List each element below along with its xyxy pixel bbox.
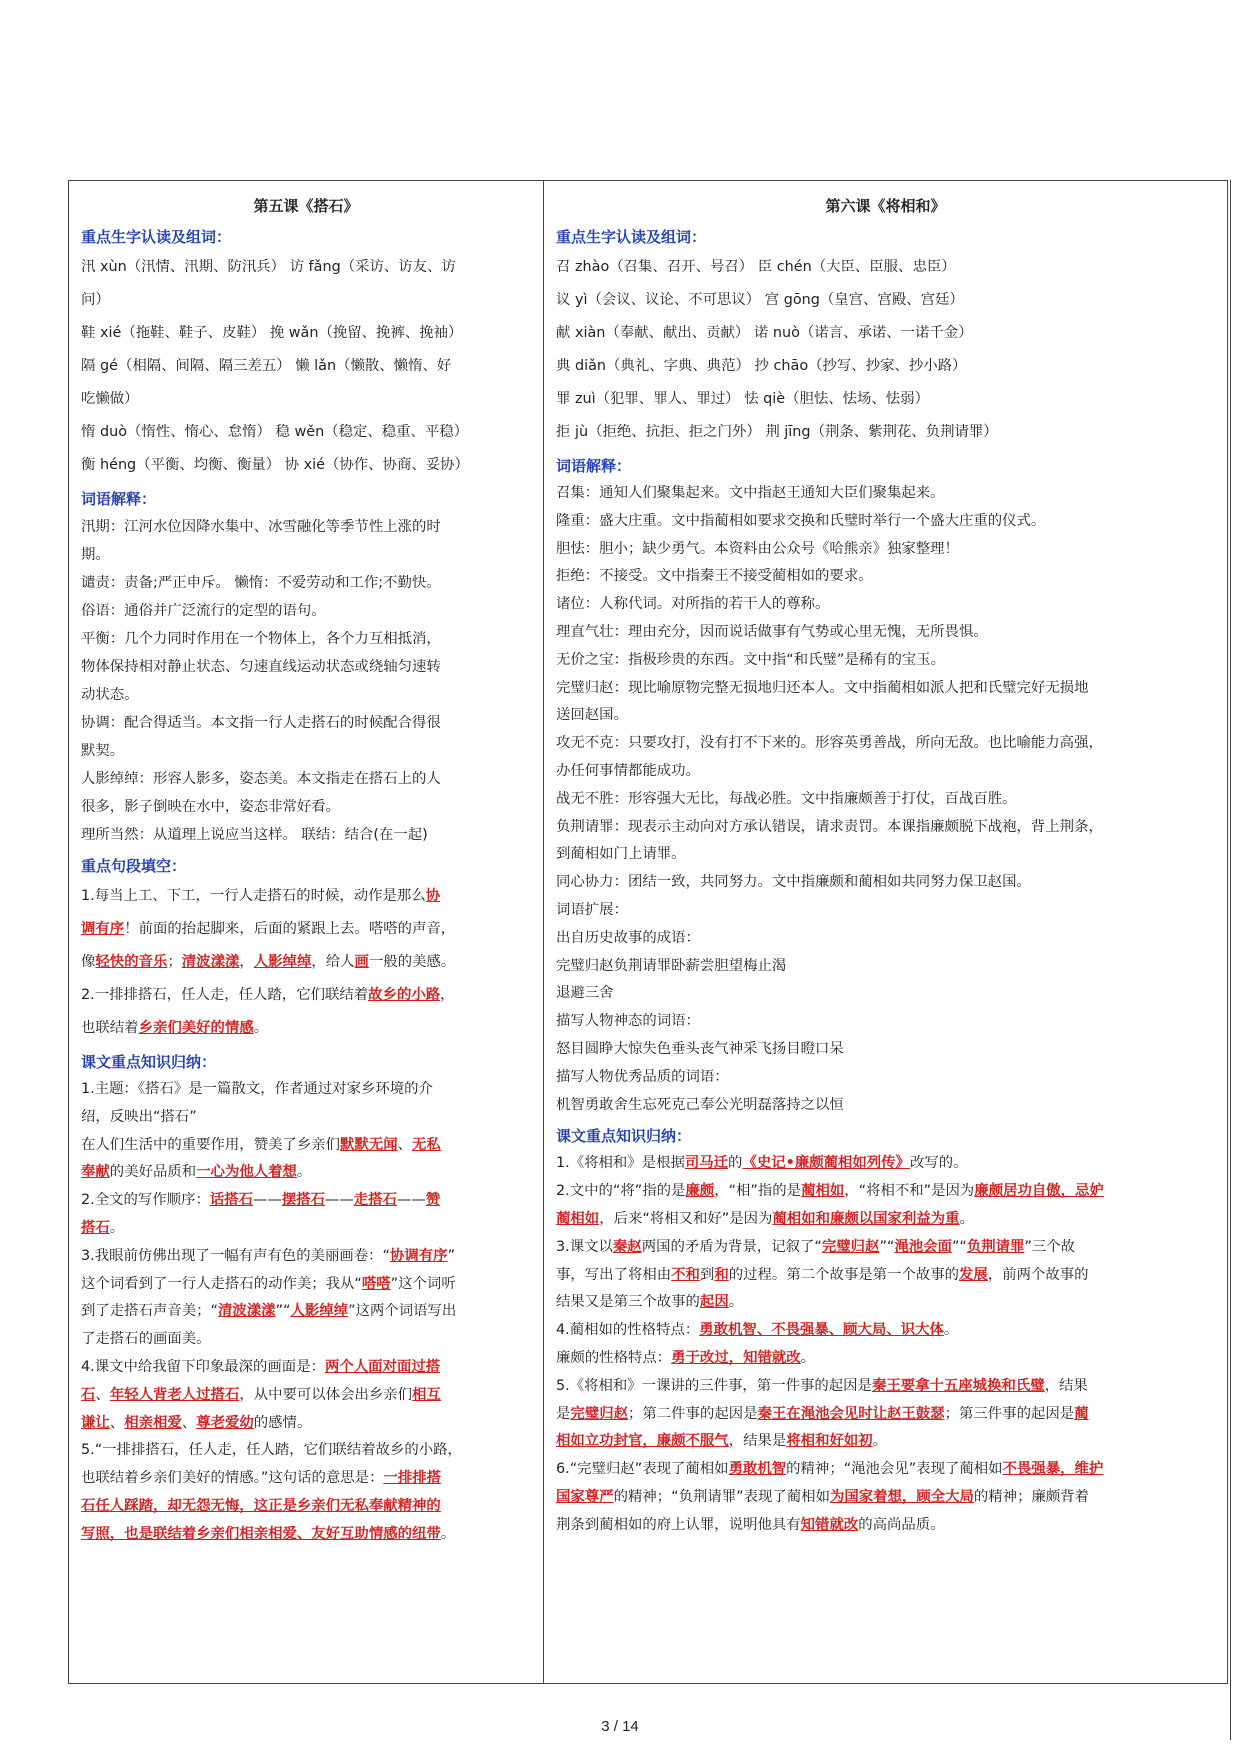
answer-highlight: 负荆请罪	[966, 1238, 1025, 1255]
text-segment: ”三个故	[1024, 1238, 1076, 1255]
text-segment: 的美好品质和	[109, 1164, 197, 1181]
page-edge-rule	[1230, 180, 1231, 1740]
text-line	[556, 1345, 1215, 1373]
text-line: 怒目圆睁大惊失色垂头丧气神采飞扬目瞪口呆	[556, 1040, 844, 1057]
answer-highlight: 调有序	[81, 921, 125, 937]
explain-list	[556, 480, 1215, 1119]
text-line	[81, 1012, 531, 1045]
answer-highlight: 故乡的小路	[368, 987, 441, 1003]
text-line: 人影绰绰：形容人影多，姿态美。本文指走在搭石上的人	[81, 771, 441, 787]
text-segment: ，结果是	[728, 1433, 787, 1450]
text-line	[81, 1271, 531, 1299]
answer-highlight: 蔺相如和廉颇以国家利益为重	[772, 1210, 960, 1227]
text-segment: 的精神；“负荆请罪”表现了蔺相如	[613, 1488, 830, 1505]
vocab-heading: 重点生字认读及组词：	[556, 228, 707, 246]
text-segment: 。	[296, 1164, 312, 1181]
text-line: 无价之宝：指极珍贵的东西。文中指“和氏璧”是稀有的宝玉。	[556, 651, 946, 668]
text-line: 隔 gé（相隔、间隔、隔三差五） 懒 lǎn（懒散、懒惰、好	[81, 358, 452, 374]
text-segment: 的	[728, 1155, 743, 1172]
answer-highlight: 石	[81, 1386, 96, 1403]
answer-highlight: 勇于改过，知错就改	[671, 1349, 801, 1366]
text-segment: 的精神；“渑池会见”表现了蔺相如	[786, 1461, 1003, 1478]
text-line	[81, 880, 531, 913]
text-line	[556, 1317, 1215, 1345]
text-segment: 在人们生活中的重要作用，赞美了乡亲们	[81, 1136, 341, 1153]
text-segment: ——	[396, 1192, 426, 1209]
text-segment: 的精神；廉颇背着	[973, 1488, 1090, 1505]
text-line: 隆重：盛大庄重。文中指蔺相如要求交换和氏璧时举行一个盛大庄重的仪式。	[556, 512, 1046, 529]
text-line	[81, 1298, 531, 1326]
summary-heading: 课文重点知识归纳：	[81, 1053, 217, 1071]
text-line	[81, 1465, 531, 1493]
answer-highlight: 赞	[425, 1192, 441, 1209]
text-segment: ，	[239, 954, 254, 970]
text-segment: 6.“完璧归赵”表现了蔺相如	[556, 1461, 729, 1478]
text-line: 召集：通知人们聚集起来。文中指赵王通知大臣们聚集起来。	[556, 485, 945, 501]
text-segment: 5.“一排排搭石，任人走，任人踏，它们联结着故乡的小路，	[81, 1442, 462, 1459]
text-segment: 、	[95, 1386, 110, 1403]
text-line: 拒绝：不接受。文中指秦王不接受蔺相如的要求。	[556, 568, 873, 585]
text-line: 描写人物神态的词语：	[556, 1013, 700, 1030]
text-line: 鞋 xié（拖鞋、鞋子、皮鞋） 挽 wǎn（挽留、挽裤、挽袖）	[81, 325, 463, 341]
text-line: 理直气壮：理由充分，因而说话做事有气势或心里无愧，无所畏惧。	[556, 623, 988, 640]
text-segment: 4.课文中给我留下印象最深的画面是：	[81, 1358, 325, 1375]
text-segment: 是	[556, 1405, 571, 1422]
text-line	[556, 1456, 1215, 1484]
text-segment: ；第二件事的起因是	[627, 1405, 758, 1422]
text-segment: 4.蔺相如的性格特点：	[556, 1322, 700, 1339]
text-segment: ”这两个词语写出	[348, 1303, 457, 1320]
text-line	[556, 1178, 1215, 1206]
text-line	[556, 1512, 1215, 1540]
text-segment: 廉颇的性格特点：	[556, 1349, 672, 1366]
text-segment: ，“将相不和”是因为	[844, 1183, 975, 1200]
text-line: 退避三舍	[556, 985, 614, 1002]
text-line: 俗语：通俗并广泛流行的定型的语句。	[81, 603, 326, 619]
text-segment: 两国的矛盾为背景，记叙了“	[641, 1238, 822, 1255]
answer-highlight: 秦赵	[612, 1238, 642, 1255]
fill-heading: 重点句段填空：	[81, 857, 187, 875]
explain-list	[81, 513, 531, 849]
answer-highlight: 秦王要拿十五座城换和氏璧	[871, 1377, 1045, 1394]
text-segment: 绍，反映出“搭石”	[81, 1108, 197, 1125]
text-segment: 2.全文的写作顺序：	[81, 1192, 210, 1209]
text-line	[81, 1187, 531, 1215]
text-line: 默契。	[81, 743, 125, 759]
text-line: 召 zhào（召集、召开、号召） 臣 chén（大臣、臣服、忠臣）	[556, 259, 956, 275]
answer-highlight: 嗒嗒	[361, 1275, 391, 1292]
text-segment: 。	[959, 1210, 974, 1227]
text-line	[81, 1076, 531, 1104]
answer-highlight: 协调有序	[390, 1247, 448, 1264]
text-line	[81, 1521, 531, 1549]
text-line: 衡 héng（平衡、均衡、衡量） 协 xié（协作、协商、妥协）	[81, 457, 469, 473]
text-segment: 3.我眼前仿佛出现了一幅有声有色的美丽画卷：“	[81, 1247, 390, 1264]
text-segment: 的高尚品质。	[858, 1516, 945, 1533]
text-segment: 也联结着	[81, 1020, 139, 1036]
text-segment: 这个词看到了一行人走搭石的动作美；我从“	[81, 1275, 362, 1292]
answer-highlight: 渑池会面	[894, 1238, 952, 1255]
text-segment: 2.文中的“将”指的是	[556, 1183, 686, 1200]
answer-highlight: 轻快的音乐	[95, 954, 168, 970]
text-segment: 一般的美感。	[368, 954, 456, 970]
text-line	[556, 1262, 1215, 1290]
text-line: 理所当然：从道理上说应当这样。 联结：结合(在一起)	[81, 827, 428, 843]
text-line	[81, 1215, 531, 1243]
text-line: 机智勇敢舍生忘死克己奉公光明磊落持之以恒	[556, 1096, 844, 1113]
text-line	[81, 1104, 531, 1132]
text-line: 吃懒做）	[81, 391, 139, 407]
text-line: 到蔺相如门上请罪。	[556, 846, 686, 863]
text-line	[81, 946, 531, 979]
answer-highlight: 蔺相如	[556, 1210, 600, 1227]
text-line	[556, 1150, 1215, 1178]
vocab-list	[81, 251, 531, 482]
summary-heading: 课文重点知识归纳：	[556, 1127, 692, 1146]
page-number: 3 / 14	[601, 1718, 639, 1735]
text-line: 胆怯：胆小；缺少勇气。本资料由公众号《哈熊亲》独家整理！	[556, 540, 959, 557]
text-segment: 事，写出了将相由	[556, 1266, 672, 1283]
answer-highlight: 廉颇	[685, 1183, 715, 1200]
text-segment: 、	[181, 1414, 197, 1431]
lesson-6-title: 第六课《将相和》	[825, 197, 946, 215]
text-line: 同心协力：团结一致，共同努力。文中指廉颇和蔺相如共同努力保卫赵国。	[556, 874, 1031, 891]
answer-highlight: 完璧归赵	[821, 1238, 880, 1255]
text-line	[556, 1428, 1215, 1456]
text-line	[556, 1401, 1215, 1429]
text-segment: ；第三件事的起因是	[944, 1405, 1075, 1422]
answer-highlight: 默默无闻	[340, 1136, 398, 1153]
text-segment: 到了走搭石声音美；“	[81, 1303, 218, 1320]
answer-highlight: 清波漾漾	[217, 1303, 276, 1320]
text-line: 办任何事情都能成功。	[556, 762, 700, 779]
text-segment: 。	[943, 1322, 959, 1339]
text-line	[81, 1382, 531, 1410]
text-segment: ，给人	[311, 954, 355, 970]
answer-highlight: 将相和好如初	[786, 1433, 873, 1450]
answer-highlight: 年轻人背老人过搭石	[109, 1386, 240, 1403]
text-line	[81, 1437, 531, 1465]
text-segment: ，结果	[1044, 1377, 1088, 1394]
summary-list	[556, 1150, 1215, 1539]
text-segment: 、	[397, 1136, 413, 1153]
text-segment: ，“相”指的是	[714, 1183, 802, 1200]
text-segment: 的过程。第二个故事是第一个故事的	[728, 1266, 960, 1283]
text-line: 献 xiàn（奉献、献出、贡献） 诺 nuò（诺言、承诺、一诺千金）	[556, 325, 973, 341]
text-line: 汛期：江河水位因降水集中、冰雪融化等季节性上涨的时	[81, 519, 441, 535]
answer-highlight: 搭石	[81, 1219, 110, 1236]
text-segment: ，前两个故事的	[987, 1266, 1089, 1283]
answer-highlight: 清波漾漾	[181, 954, 240, 970]
vocab-list	[556, 251, 1215, 449]
text-line: 很多，影子倒映在水中，姿态非常好看。	[81, 799, 341, 815]
text-segment: 的感情。	[253, 1414, 312, 1431]
text-line: 描写人物优秀品质的词语：	[556, 1068, 729, 1085]
answer-highlight: 一心为他人着想	[196, 1164, 297, 1181]
text-segment: 了走搭石的画面美。	[81, 1331, 211, 1348]
text-line: 谴责：责备;严正申斥。 懒惰：不爱劳动和工作;不勤快。	[81, 575, 441, 591]
text-segment: ，后来“将相又和好”是因为	[599, 1210, 773, 1227]
text-segment: 、	[109, 1414, 125, 1431]
text-line	[556, 1206, 1215, 1234]
text-line: 问）	[81, 292, 110, 308]
answer-highlight: 摆搭石	[281, 1192, 326, 1209]
answer-highlight: 相互	[412, 1386, 441, 1403]
text-line: 攻无不克：只要攻打，没有打不下来的。形容英勇善战，所向无敌。也比喻能力高强，	[556, 735, 1103, 752]
lesson-5-column	[68, 181, 544, 1683]
text-segment: ”“	[275, 1303, 291, 1320]
text-segment: ”“	[879, 1238, 895, 1255]
answer-highlight: 勇敢机智	[728, 1461, 787, 1478]
text-segment: 。	[800, 1349, 816, 1366]
text-line: 词语扩展：	[556, 901, 628, 918]
text-segment: 到	[699, 1266, 715, 1283]
text-segment: 。	[253, 1020, 269, 1036]
text-segment: 。	[109, 1219, 125, 1236]
text-line: 汛 xùn（汛情、汛期、防汛兵） 访 fǎng（采访、访友、访	[81, 259, 456, 275]
text-line: 物体保持相对静止状态、匀速直线运动状态或绕轴匀速转	[81, 659, 441, 675]
text-segment: 也联结着乡亲们美好的情感。”这句话的意思是：	[81, 1470, 384, 1487]
answer-highlight: 石任人踩踏，却无怨无悔，这正是乡亲们无私奉献精神的	[81, 1497, 441, 1514]
text-line	[81, 1159, 531, 1187]
text-segment: 1.每当上工、下工，一行人走搭石的时候，动作是那么	[81, 888, 426, 904]
text-segment: ——	[325, 1192, 354, 1209]
text-segment: ”“	[951, 1238, 967, 1255]
answer-highlight: 一排排搭	[383, 1470, 442, 1487]
vocab-heading: 重点生字认读及组词：	[81, 228, 232, 246]
text-segment: 像	[81, 954, 96, 970]
text-segment: ——	[253, 1192, 282, 1209]
answer-highlight: 写照，也是联结着乡亲们相亲相爱、友好互助情感的纽带	[81, 1525, 441, 1542]
answer-highlight: 相如立功封官，廉颇不服气	[556, 1433, 729, 1450]
answer-highlight: 人影绰绰	[253, 954, 312, 970]
answer-highlight: 国家尊严	[556, 1488, 614, 1505]
lesson-5-title: 第五课《搭石》	[253, 197, 359, 215]
text-line: 完璧归赵：现比喻原物完整无损地归还本人。文中指蔺相如派人把和氏璧完好无损地	[556, 679, 1089, 696]
text-line: 拒 jù（拒绝、抗拒、拒之门外） 荆 jīng（荆条、紫荆花、负荆请罪）	[556, 424, 998, 440]
text-segment: ”这个词听	[390, 1275, 456, 1292]
text-line: 战无不胜：形容强大无比，每战必胜。文中指廉颇善于打仗，百战百胜。	[556, 790, 1017, 807]
text-segment: ”	[447, 1247, 456, 1264]
text-line	[81, 1410, 531, 1438]
text-segment: 结果又是第三个故事的	[556, 1294, 700, 1311]
answer-highlight: 为国家着想，顾全大局	[829, 1488, 974, 1505]
text-segment: 2.一排排搭石，任人走，任人踏，它们联结着	[81, 987, 369, 1003]
text-line	[81, 1354, 531, 1382]
text-line: 典 diǎn（典礼、字典、典范） 抄 chāo（抄写、抄家、抄小路）	[556, 358, 967, 374]
text-segment: 改写的。	[909, 1155, 968, 1172]
text-segment: 1.《将相和》是根据	[556, 1155, 685, 1172]
answer-highlight: 尊老爱幼	[196, 1414, 254, 1431]
text-line	[81, 1243, 531, 1271]
answer-highlight: 画	[354, 954, 369, 970]
text-segment: 。	[440, 1525, 456, 1542]
text-segment: 3.课文以	[556, 1238, 613, 1255]
answer-highlight: 无私	[412, 1136, 441, 1153]
text-segment: 1.主题：《搭石》是一篇散文，作者通过对家乡环境的介	[81, 1081, 433, 1097]
answer-highlight: 协	[425, 888, 441, 904]
explain-heading: 词语解释：	[81, 490, 157, 508]
text-line: 惰 duò（惰性、惰心、怠惰） 稳 wěn（稳定、稳重、平稳）	[81, 424, 469, 440]
answer-highlight: 蔺相如	[801, 1183, 845, 1200]
explain-heading: 词语解释：	[556, 457, 632, 475]
text-line: 出自历史故事的成语：	[556, 929, 700, 946]
text-line	[556, 1289, 1215, 1317]
text-segment: ，从中要可以体会出乡亲们	[239, 1386, 413, 1403]
fill-list	[81, 880, 531, 1045]
text-line	[556, 1484, 1215, 1512]
text-line: 协调：配合得适当。本文指一行人走搭石的时候配合得很	[81, 715, 441, 731]
answer-highlight: 不畏强暴，维护	[1002, 1461, 1104, 1478]
text-line: 罪 zuì（犯罪、罪人、罪过） 怯 qiè（胆怯、怯场、怯弱）	[556, 391, 929, 407]
text-line	[556, 1234, 1215, 1262]
answer-highlight: 和	[714, 1266, 729, 1283]
text-segment: ；	[167, 954, 182, 970]
answer-highlight: 不和	[671, 1266, 700, 1283]
answer-highlight: 起因	[699, 1294, 729, 1311]
lesson-6-column	[544, 181, 1228, 1683]
text-line	[81, 1132, 531, 1160]
text-segment: 荆条到蔺相如的府上认罪，说明他具有	[556, 1516, 801, 1533]
answer-highlight: 司马迁	[684, 1155, 729, 1172]
text-line: 负荆请罪：现表示主动向对方承认错误，请求责罚。本课指廉颇脱下战袍，背上荆条，	[556, 818, 1103, 835]
answer-highlight: 知错就改	[800, 1516, 859, 1533]
text-line	[81, 913, 531, 946]
text-segment: ，	[440, 987, 455, 1003]
answer-highlight: 奉献	[81, 1164, 110, 1181]
text-line	[81, 979, 531, 1012]
answer-highlight: 话搭石	[209, 1192, 254, 1209]
text-line: 诸位：人称代词。对所指的若干人的尊称。	[556, 596, 830, 613]
text-segment: ！前面的抬起脚来，后面的紧跟上去。嗒嗒的声音，	[124, 921, 456, 937]
answer-highlight: 秦王在渑池会见时让赵王鼓瑟	[757, 1405, 945, 1422]
answer-highlight: 相亲相爱	[124, 1414, 182, 1431]
answer-highlight: 谦让	[81, 1414, 110, 1431]
text-line	[81, 1326, 531, 1354]
text-line	[556, 1373, 1215, 1401]
answer-highlight: 完璧归赵	[570, 1405, 628, 1422]
answer-highlight: 发展	[959, 1266, 988, 1283]
answer-highlight: 两个人面对面过搭	[324, 1358, 441, 1375]
answer-highlight: 廉颇居功自傲，忌妒	[974, 1183, 1104, 1200]
text-segment: 。	[872, 1433, 888, 1450]
text-line	[81, 1493, 531, 1521]
answer-highlight: 人影绰绰	[290, 1303, 349, 1320]
text-line: 期。	[81, 547, 110, 563]
answer-highlight: 蔺	[1074, 1405, 1089, 1422]
text-line: 动状态。	[81, 687, 139, 703]
summary-list	[81, 1076, 531, 1549]
answer-highlight: 乡亲们美好的情感	[138, 1020, 254, 1036]
study-sheet	[68, 180, 1228, 1684]
text-line: 送回赵国。	[556, 707, 628, 724]
answer-highlight: 走搭石	[353, 1192, 397, 1209]
answer-highlight: 勇敢机智、不畏强暴、顾大局、识大体	[699, 1322, 944, 1339]
text-line: 平衡：几个力同时作用在一个物体上，各个力互相抵消，	[81, 631, 441, 647]
text-segment: 。	[728, 1294, 744, 1311]
text-line: 议 yì（会议、议论、不可思议） 宫 gōng（皇宫、宫殿、宫廷）	[556, 292, 964, 308]
answer-highlight: 《史记•廉颇蔺相如列传》	[742, 1155, 910, 1172]
text-segment: 5.《将相和》一课讲的三件事，第一件事的起因是	[556, 1377, 872, 1394]
text-line: 完璧归赵负荆请罪卧薪尝胆望梅止渴	[556, 957, 787, 974]
